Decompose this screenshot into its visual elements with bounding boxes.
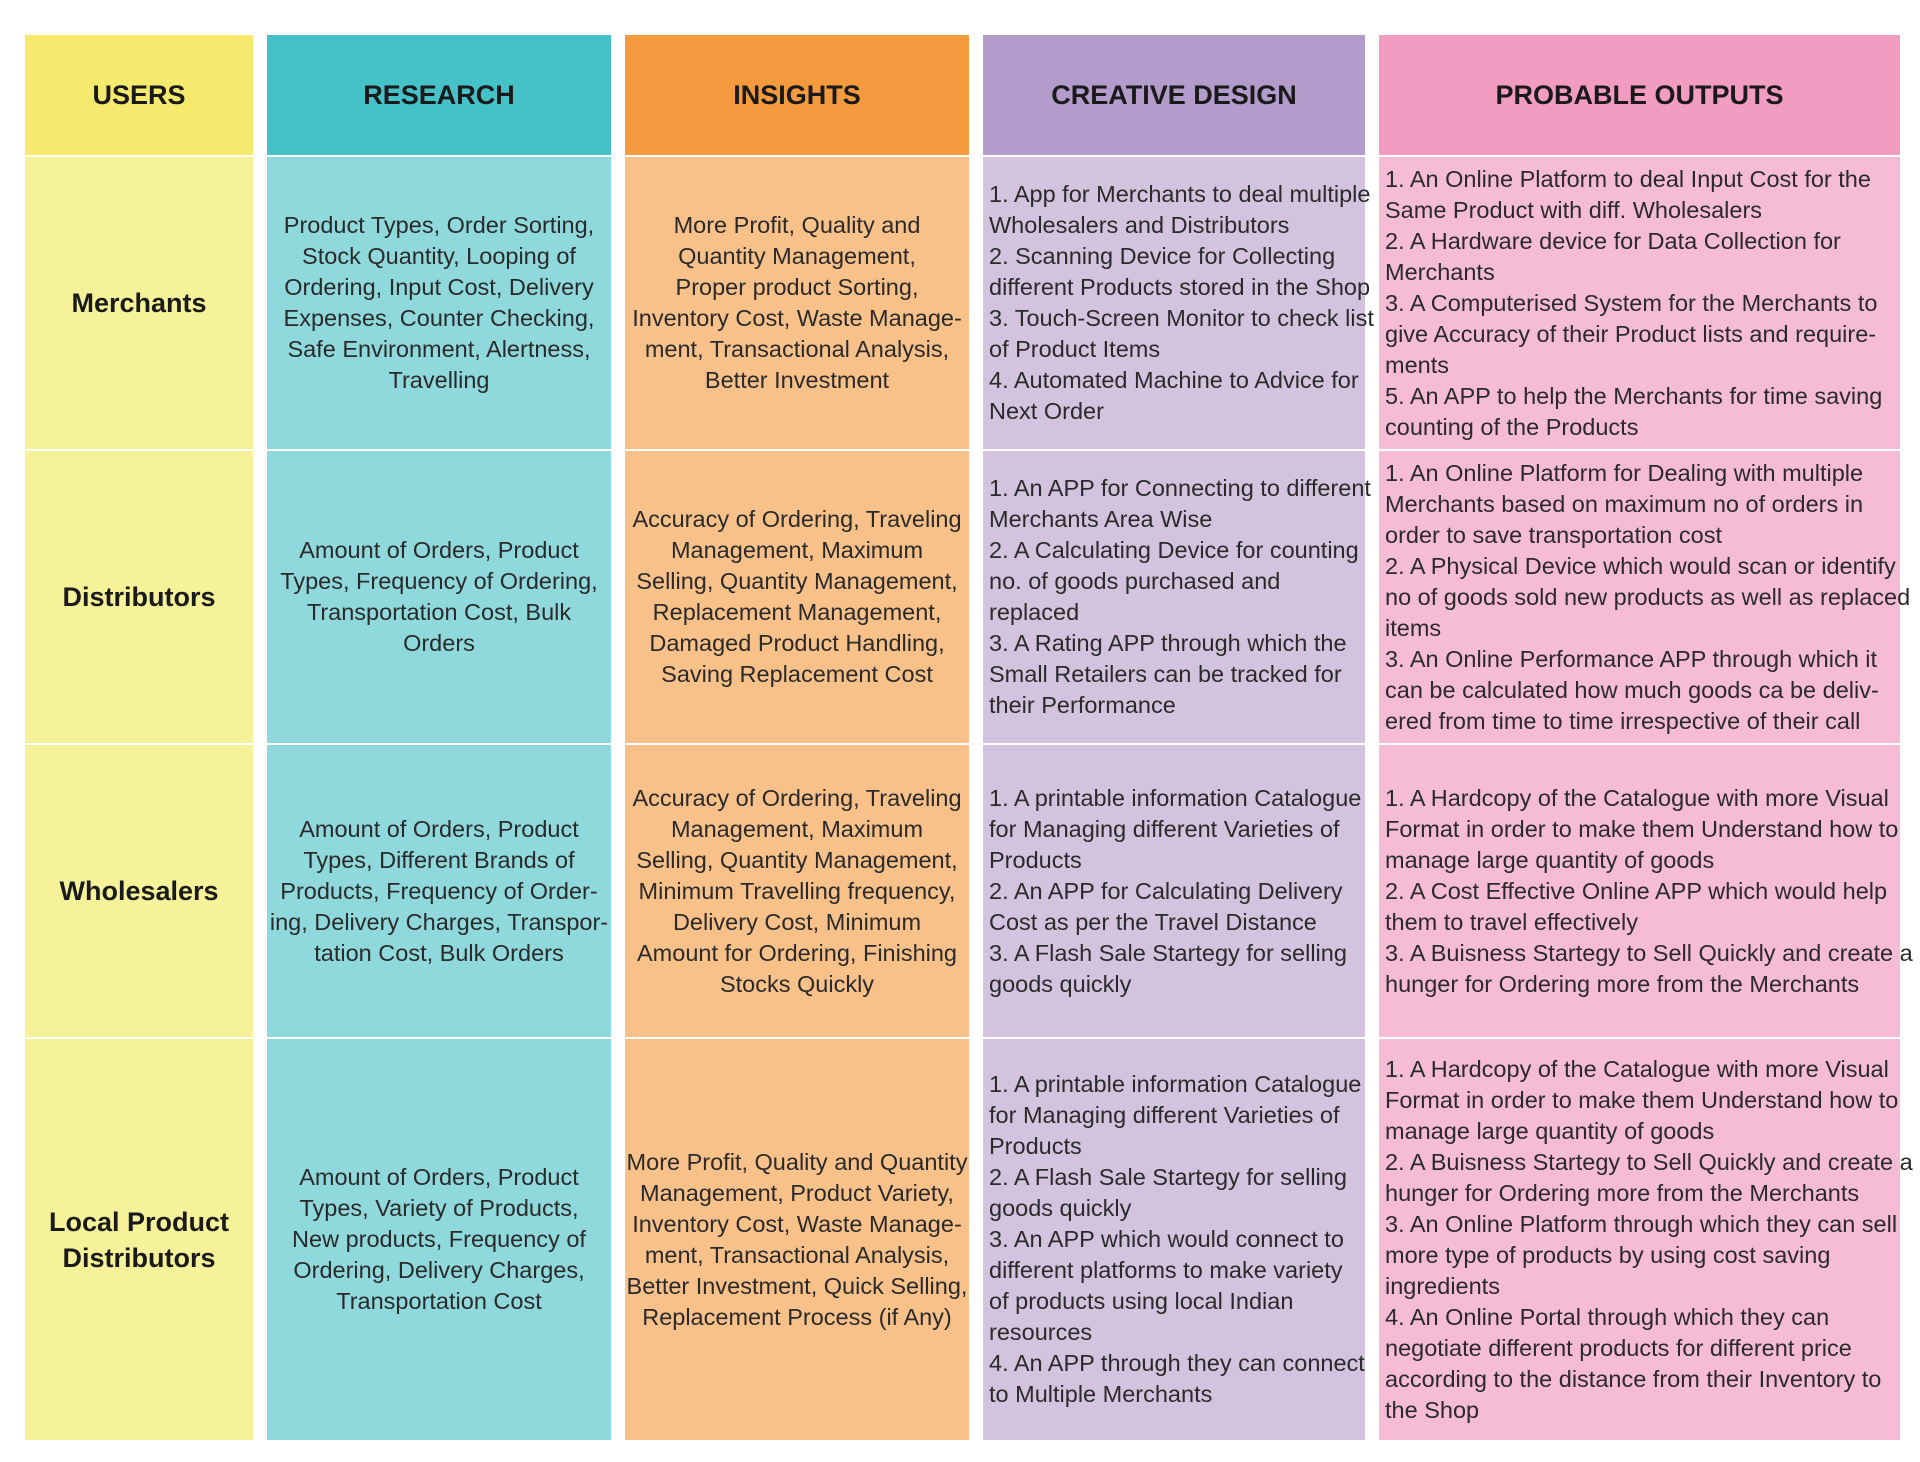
research-cell xyxy=(267,745,611,1037)
creative-design-cell-text xyxy=(989,473,1371,721)
text-line: 4. An APP through they can connect xyxy=(989,1350,1365,1376)
header-outputs-label: PROBABLE OUTPUTS xyxy=(1495,79,1784,110)
text-line: tation Cost, Bulk Orders xyxy=(314,939,564,966)
text-line: Types, Frequency of Ordering, xyxy=(280,568,598,594)
text-line: items xyxy=(1385,614,1442,641)
text-line: give Accuracy of their Product lists and require- xyxy=(1385,320,1877,347)
insights-cell-text xyxy=(627,1147,968,1333)
text-line: Better Investment xyxy=(704,367,890,393)
text-line: Amount of Orders, Product xyxy=(299,815,579,842)
header-users xyxy=(25,35,253,155)
text-line: hunger for Ordering more from the Merchants xyxy=(1385,1179,1860,1206)
text-line: replaced xyxy=(989,599,1080,625)
text-line: 2. A Cost Effective Online APP which would help xyxy=(1385,877,1888,904)
text-line: ered from time to time irrespective of their call xyxy=(1385,707,1861,734)
creative-design-cell-text xyxy=(989,1069,1365,1410)
text-line: Expenses, Counter Checking, xyxy=(283,305,595,331)
text-line: Products xyxy=(989,846,1082,873)
creative-design-cell-text xyxy=(989,783,1361,1000)
text-line: Amount of Orders, Product xyxy=(299,1164,579,1190)
user-cell xyxy=(25,157,253,449)
text-line: Minimum Travelling frequency, xyxy=(638,877,956,904)
text-line: 4. Automated Machine to Advice for xyxy=(989,367,1359,393)
text-line: 3. Touch-Screen Monitor to check list xyxy=(989,305,1374,331)
text-line: Products, Frequency of Order- xyxy=(280,877,598,904)
research-cell-text xyxy=(270,814,608,969)
text-line: Selling, Quantity Management, xyxy=(636,846,958,873)
text-line: ment, Transactional Analysis, xyxy=(644,1241,950,1268)
text-line: the Shop xyxy=(1385,1396,1480,1423)
text-line: 3. A Rating APP through which the xyxy=(989,630,1347,656)
text-line: 2. A Buisness Startegy to Sell Quickly and create a xyxy=(1385,1148,1913,1175)
text-line: Distributors xyxy=(62,1242,216,1273)
text-line: More Profit, Quality and Quantity xyxy=(626,1148,968,1175)
user-cell-text xyxy=(49,1204,229,1276)
text-line: manage large quantity of goods xyxy=(1385,1117,1715,1144)
header-insights-label: INSIGHTS xyxy=(733,79,861,110)
text-line: Types, Variety of Products, xyxy=(299,1195,579,1221)
insights-cell-text xyxy=(632,210,962,396)
text-line: 1. An Online Platform to deal Input Cost for the xyxy=(1385,165,1871,192)
text-line: them to travel effectively xyxy=(1385,908,1638,935)
text-line: Wholesalers xyxy=(59,876,219,906)
text-line: 2. An APP for Calculating Delivery xyxy=(989,877,1343,904)
text-line: Proper product Sorting, xyxy=(675,274,919,300)
header-research-label: RESEARCH xyxy=(363,79,515,110)
user-research-table xyxy=(25,35,1913,1438)
text-line: ing, Delivery Charges, Transpor- xyxy=(269,908,609,935)
text-line: Better Investment, Quick Selling, xyxy=(626,1272,968,1299)
user-cell-text xyxy=(62,579,215,615)
text-line: according to the distance from their Inventory to xyxy=(1385,1365,1882,1392)
text-line: can be calculated how much goods ca be deliv- xyxy=(1385,676,1879,703)
creative-design-cell xyxy=(983,745,1365,1037)
text-line: goods quickly xyxy=(989,970,1132,997)
text-line: counting of the Products xyxy=(1385,413,1639,440)
text-line: for Managing different Varieties of xyxy=(989,815,1340,842)
text-line: ingredients xyxy=(1385,1272,1500,1299)
research-cell-text xyxy=(284,210,595,396)
probable-outputs-cell-text xyxy=(1385,783,1913,1000)
text-line: Inventory Cost, Waste Manage- xyxy=(632,1210,962,1237)
text-line: 3. An Online Platform through which they can sell xyxy=(1385,1210,1898,1237)
user-cell-text xyxy=(71,285,206,321)
text-line: Safe Environment, Alertness, xyxy=(287,336,591,362)
text-line: 1. An Online Platform for Dealing with multiple xyxy=(1385,459,1864,486)
probable-outputs-cell xyxy=(1379,157,1900,449)
header-creative-design xyxy=(983,35,1365,155)
header-probable-outputs xyxy=(1379,35,1900,155)
text-line: 4. An Online Portal through which they can xyxy=(1385,1303,1830,1330)
text-line: Amount for Ordering, Finishing xyxy=(637,939,958,966)
insights-cell xyxy=(625,157,969,449)
research-cell-text xyxy=(280,535,597,659)
text-line: ment, Transactional Analysis, xyxy=(644,336,950,362)
user-cell-text xyxy=(59,873,218,909)
probable-outputs-cell-text xyxy=(1385,1054,1913,1426)
text-line: no of goods sold new products as well as replaced xyxy=(1385,583,1911,610)
text-line: Distributors xyxy=(62,582,216,612)
text-line: Management, Product Variety, xyxy=(640,1179,954,1206)
text-line: 2. A Physical Device which would scan or identify xyxy=(1385,552,1896,579)
user-cell xyxy=(25,451,253,743)
text-line: Quantity Management, xyxy=(678,243,916,269)
text-line: Same Product with diff. Wholesalers xyxy=(1385,196,1763,223)
insights-cell xyxy=(625,451,969,743)
text-line: Transportation Cost, Bulk xyxy=(306,599,572,625)
insights-cell-text xyxy=(632,783,961,1000)
text-line: their Performance xyxy=(989,692,1176,718)
text-line: 2. Scanning Device for Collecting xyxy=(989,243,1336,269)
research-cell xyxy=(267,451,611,743)
text-line: Replacement Management, xyxy=(652,599,942,625)
text-line: 1. An APP for Connecting to different xyxy=(989,475,1371,501)
text-line: Cost as per the Travel Distance xyxy=(989,908,1317,935)
header-insights xyxy=(625,35,969,155)
text-line: Accuracy of Ordering, Traveling xyxy=(632,784,962,811)
text-line: Stocks Quickly xyxy=(719,970,875,997)
text-line: to Multiple Merchants xyxy=(989,1381,1213,1407)
research-cell xyxy=(267,157,611,449)
insights-cell-text xyxy=(632,504,961,690)
text-line: 5. An APP to help the Merchants for time saving xyxy=(1385,382,1883,409)
creative-design-cell xyxy=(983,1039,1365,1440)
text-line: New products, Frequency of xyxy=(292,1226,586,1252)
header-creative-label: CREATIVE DESIGN xyxy=(1051,79,1297,110)
text-line: Inventory Cost, Waste Manage- xyxy=(632,305,962,331)
text-line: Merchants xyxy=(71,288,207,318)
insights-cell xyxy=(625,745,969,1037)
text-line: Types, Different Brands of xyxy=(303,846,575,873)
header-research xyxy=(267,35,611,155)
text-line: Replacement Process (if Any) xyxy=(642,1303,952,1330)
header-users-label: USERS xyxy=(92,79,186,110)
text-line: 1. A Hardcopy of the Catalogue with more Visual xyxy=(1385,784,1889,811)
text-line: Travelling xyxy=(388,367,490,393)
text-line: Small Retailers can be tracked for xyxy=(989,661,1342,687)
text-line: Orders xyxy=(403,630,475,656)
text-line: different platforms to make variety xyxy=(989,1257,1343,1283)
text-line: more type of products by using cost saving xyxy=(1385,1241,1831,1268)
research-cell-text xyxy=(292,1162,586,1317)
text-line: Management, Maximum xyxy=(670,537,924,563)
text-line: 2. A Calculating Device for counting xyxy=(989,537,1359,563)
text-line: goods quickly xyxy=(989,1195,1132,1221)
text-line: of Product Items xyxy=(989,336,1161,362)
text-line: Ordering, Input Cost, Delivery xyxy=(284,274,594,300)
user-cell xyxy=(25,1039,253,1440)
text-line: manage large quantity of goods xyxy=(1385,846,1715,873)
text-line: Local Product xyxy=(48,1206,230,1237)
probable-outputs-cell-text xyxy=(1385,458,1910,737)
text-line: Merchants based on maximum no of orders in xyxy=(1385,490,1864,517)
text-line: 3. An Online Performance APP through which it xyxy=(1385,645,1878,672)
text-line: negotiate different products for different price xyxy=(1385,1334,1852,1361)
text-line: Amount of Orders, Product xyxy=(299,537,579,563)
text-line: Next Order xyxy=(989,398,1104,424)
probable-outputs-cell xyxy=(1379,745,1913,1037)
creative-design-cell xyxy=(983,451,1371,743)
text-line: Saving Replacement Cost xyxy=(661,661,933,687)
text-line: Merchants xyxy=(1385,258,1495,285)
text-line: hunger for Ordering more from the Merchants xyxy=(1385,970,1860,997)
text-line: Products xyxy=(989,1133,1082,1159)
text-line: More Profit, Quality and xyxy=(673,212,921,238)
research-cell xyxy=(267,1039,611,1440)
text-line: Wholesalers and Distributors xyxy=(989,212,1290,238)
creative-design-cell-text xyxy=(989,179,1374,427)
text-line: Management, Maximum xyxy=(670,815,924,842)
text-line: order to save transportation cost xyxy=(1385,521,1723,548)
text-line: 2. A Flash Sale Startegy for selling xyxy=(989,1164,1347,1190)
text-line: Transportation Cost xyxy=(336,1288,542,1314)
text-line: Stock Quantity, Looping of xyxy=(302,243,576,269)
text-line: 1. App for Merchants to deal multiple xyxy=(989,181,1371,207)
probable-outputs-cell xyxy=(1379,1039,1913,1440)
text-line: Ordering, Delivery Charges, xyxy=(293,1257,585,1283)
text-line: 1. A Hardcopy of the Catalogue with more Visual xyxy=(1385,1055,1889,1082)
user-cell xyxy=(25,745,253,1037)
text-line: Merchants Area Wise xyxy=(989,506,1213,532)
text-line: Accuracy of Ordering, Traveling xyxy=(632,506,962,532)
text-line: different Products stored in the Shop xyxy=(989,274,1371,300)
text-line: Format in order to make them Understand how to xyxy=(1385,1086,1899,1113)
probable-outputs-cell xyxy=(1379,451,1911,743)
text-line: no. of goods purchased and xyxy=(989,568,1281,594)
text-line: Selling, Quantity Management, xyxy=(636,568,958,594)
text-line: 3. An APP which would connect to xyxy=(989,1226,1344,1252)
text-line: Damaged Product Handling, xyxy=(649,630,945,656)
text-line: of products using local Indian xyxy=(989,1288,1294,1314)
creative-design-cell xyxy=(983,157,1374,449)
text-line: Format in order to make them Understand how to xyxy=(1385,815,1899,842)
text-line: 1. A printable information Catalogue xyxy=(989,1071,1362,1097)
text-line: resources xyxy=(989,1319,1093,1345)
text-line: 1. A printable information Catalogue xyxy=(989,784,1362,811)
text-line: 3. A Buisness Startegy to Sell Quickly and create a xyxy=(1385,939,1913,966)
probable-outputs-cell-text xyxy=(1385,164,1882,443)
text-line: ments xyxy=(1385,351,1449,378)
text-line: Delivery Cost, Minimum xyxy=(672,908,922,935)
text-line: for Managing different Varieties of xyxy=(989,1102,1340,1128)
text-line: 3. A Computerised System for the Merchants to xyxy=(1385,289,1878,316)
text-line: Product Types, Order Sorting, xyxy=(283,212,595,238)
insights-cell xyxy=(625,1039,969,1440)
text-line: 2. A Hardware device for Data Collection for xyxy=(1385,227,1841,254)
text-line: 3. A Flash Sale Startegy for selling xyxy=(989,939,1347,966)
